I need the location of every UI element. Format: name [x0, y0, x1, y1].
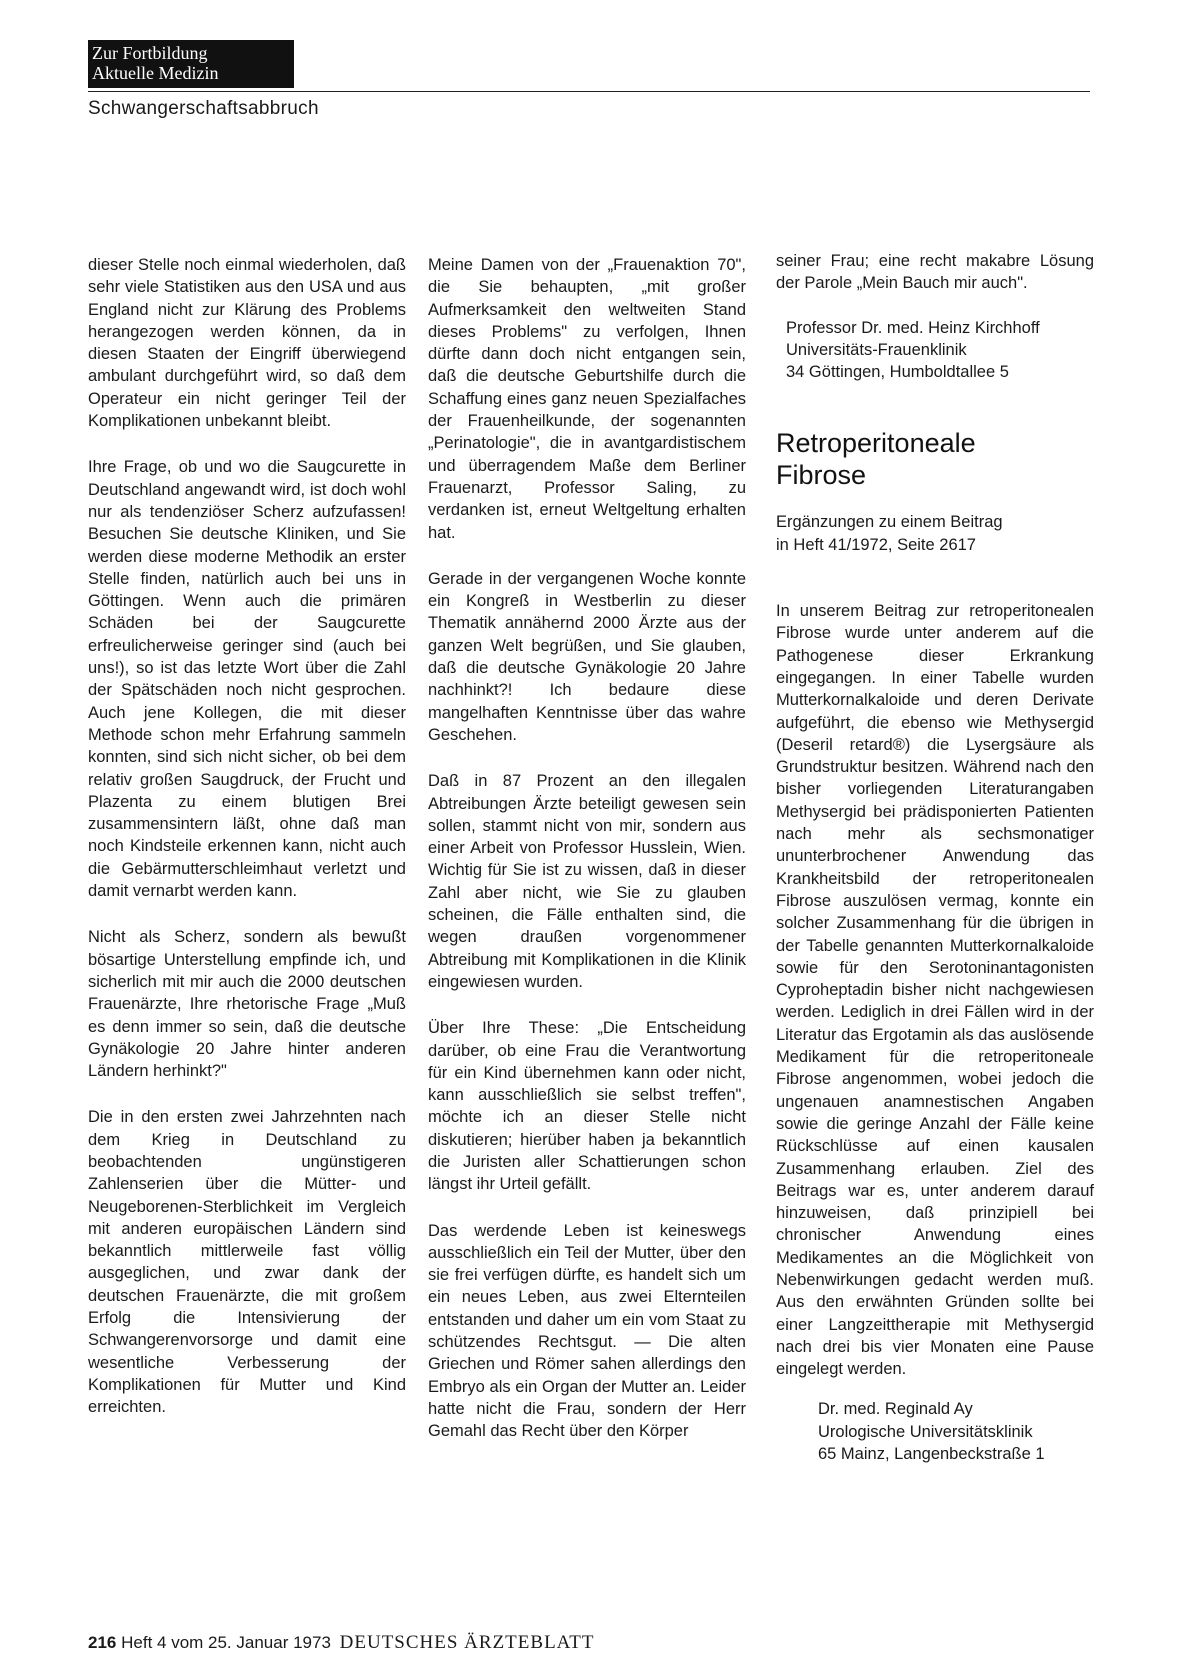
author-signature-kirchhoff [776, 317, 1094, 384]
paragraph: Ihre Frage, ob und wo die Saugcurette in Deutschland angewandt wird, ist doch wohl nur als tendenziöser Scherz aufzufassen! Besuchen Sie deutsche Kliniken, und Sie werden diese moderne Methodik an erster Stelle finden, natürlich auch bei uns in Göttingen. Wenn auch die primären Schäden bei der Saugcurette erfreulicherweise geringer sind (auch bei uns!), so ist das letzte Wort über die Zahl der Spätschäden noch nicht gesprochen. Auch jene Kollegen, die mit dieser Methode schon mehr Erfahrung sammeln konnten, sind sich nicht sicher, ob bei dem relativ großen Saugdruck, der Frucht und Plazenta zu einem blutigen Brei zusammensintern läßt, ohne daß man noch Kindsteile erkennen kann, nicht auch die Gebärmutterschleimhaut verletzt und damit vernarbt werden kann. [88, 458, 406, 901]
author-address: 34 Göttingen, Humboldtallee 5 [786, 363, 1009, 382]
author-institution: Universitäts-Frauenklinik [786, 340, 967, 359]
article-subtitle [776, 511, 1094, 556]
issue-info: Heft 4 vom 25. Januar 1973 [121, 1633, 331, 1652]
column-2 [428, 254, 746, 1467]
paragraph: Meine Damen von der „Frauenaktion 70", die Sie behaupten, „mit großer Aufmerksamkeit den weltweiten Stand dieses Problems" zu verfolgen, Ihnen dürfte dann doch nicht entgangen sein, daß die deutsche Geburtshilfe durch die Schaffung eines ganz neuen Spezialfaches der Frauenheilkunde, der sogenannten „Perinatologie", die in avantgardistischem und überragendem Maße dem Berliner Frauenarzt, Professor Saling, zu verdanken ist, erneut Weltgeltung erhalten hat. [428, 256, 746, 542]
author-institution: Urologische Universitätsklinik [818, 1422, 1033, 1441]
paragraph: seiner Frau; eine recht makabre Lösung der Parole „Mein Bauch mir auch". [776, 252, 1094, 293]
section-topic: Schwangerschaftsabbruch [88, 98, 319, 119]
page-footer [88, 1632, 595, 1654]
page-number: 216 [88, 1633, 117, 1652]
article-subtitle-line-1: Ergänzungen zu einem Beitrag [776, 513, 1003, 532]
journal-name: DEUTSCHES ÄRZTEBLATT [339, 1632, 595, 1653]
author-name: Dr. med. Reginald Ay [818, 1400, 973, 1419]
badge-line-1: Zur Fortbildung [92, 43, 208, 63]
badge-line-2: Aktuelle Medizin [92, 63, 219, 83]
column-1 [88, 254, 406, 1443]
paragraph: dieser Stelle noch einmal wiederholen, daß sehr viele Statistiken aus den USA und aus England nicht zur Klärung des Problems herangezogen werden können, da in diesen Staaten der Eingriff überwiegend ambulant durchgeführt wird, so daß dem Operateur ein nicht geringer Teil der Komplikationen unbekannt bleibt. [88, 256, 406, 431]
article-subtitle-line-2: in Heft 41/1972, Seite 2617 [776, 535, 976, 554]
author-address: 65 Mainz, Langenbeckstraße 1 [818, 1445, 1045, 1464]
article-title-line-1: Retroperitoneale [776, 428, 976, 459]
article-title-line-2: Fibrose [776, 460, 867, 491]
article-title [776, 427, 1094, 491]
author-signature-ay [776, 1398, 1094, 1465]
column-3 [776, 250, 1094, 1489]
paragraph: Die in den ersten zwei Jahrzehnten nach dem Krieg in Deutschland zu beobachtenden ungünstigeren Zahlenserien über die Mütter- und Neugeborenen-Sterblichkeit im Vergleich mit anderen europäischen Ländern sind bekanntlich mittlerweile fast völlig ausgeglichen, und zwar dank der deutschen Frauenärzte, die mit großem Erfolg die Intensivierung der Schwangerenvorsorge und damit eine wesentliche Verbesserung der Komplikationen für Mutter und Kind erreichten. [88, 1108, 406, 1417]
section-badge [88, 40, 294, 88]
paragraph: Über Ihre These: „Die Entscheidung darüber, ob eine Frau die Verantwortung für ein Kind übernehmen kann oder nicht, kann ausschließlich sie selbst treffen", möchte ich an dieser Stelle nicht diskutieren; hierüber haben ja bekanntlich die Juristen aller Schattierungen schon längst ihr Urteil gefällt. [428, 1019, 746, 1194]
header-divider [88, 91, 1090, 92]
paragraph: Nicht als Scherz, sondern als bewußt bösartige Unterstellung empfinde ich, und sicherlich mit mir auch die 2000 deutschen Frauenärzte, Ihre rhetorische Frage „Muß es denn immer so sein, daß die deutsche Gynäkologie 20 Jahre hinter anderen Ländern herhinkt?" [88, 928, 406, 1081]
author-name: Professor Dr. med. Heinz Kirchhoff [786, 318, 1040, 337]
paragraph: Daß in 87 Prozent an den illegalen Abtreibungen Ärzte beteiligt gewesen sein sollen, stammt nicht von mir, sondern aus einer Arbeit von Professor Husslein, Wien. Wichtig für Sie ist zu wissen, daß in dieser Zahl aber nicht, wie Sie zu glauben scheinen, die Fälle enthalten sind, die wegen draußen vorgenommener Abtreibung mit Komplikationen in die Klinik eingewiesen wurden. [428, 772, 746, 991]
paragraph: Gerade in der vergangenen Woche konnte ein Kongreß in Westberlin zu dieser Thematik annähernd 2000 Ärzte aus der ganzen Welt begrüßen, und Sie glauben, daß die deutsche Gynäkologie 20 Jahre nachhinkt?! Ich bedaure diese mangelhaften Kenntnisse über das wahre Geschehen. [428, 569, 746, 744]
article-body: In unserem Beitrag zur retroperitonealen Fibrose wurde unter anderem auf die Pathogenese dieser Erkrankung eingegangen. In einer Tabelle wurden Mutterkornalkaloide und deren Derivate aufgeführt, die ebenso wie Methysergid (Deseril retard®) die Lysergsäure als Grundstruktur besitzen. Während nach den bisher vorliegenden Literaturangaben Methysergid bei prädisponierten Patienten nach mehr als sechsmonatiger ununterbrochener Anwendung das Krankheitsbild der retroperitonealen Fibrose auszulösen vermag, konnte ein solcher Zusammenhang für die übrigen in der Tabelle genannten Mutterkornalkaloide sowie für den Serotoninantagonisten Cyproheptadin bisher nicht nachgewiesen werden. Lediglich in drei Fällen wird in der Literatur das Ergotamin als das auslösende Medikament für die retroperitoneale Fibrose angenommen, wobei jedoch die ungenauen anamnestischen Angaben sowie die geringe Anzahl der Fälle keine Rückschlüsse auf einen kausalen Zusammenhang erlauben. Ziel des Beitrags war es, unter anderem darauf hinzuweisen, daß prinzipiell bei chronischer Anwendung eines Medikamentes an die Möglichkeit von Nebenwirkungen gedacht werden muß. Aus den erwähnten Gründen sollte bei einer Langzeittherapie mit Methysergid nach drei bis vier Monaten eine Pause eingelegt werden. [776, 602, 1094, 1379]
paragraph: Das werdende Leben ist keineswegs ausschließlich ein Teil der Mutter, über den sie frei verfügen dürfte, es handelt sich um ein neues Leben, aus zwei Elternteilen entstanden und daher um ein vom Staat zu schützendes Rechtsgut. — Die alten Griechen und Römer sahen allerdings den Embryo als ein Organ der Mutter an. Leider hatte nicht die Frau, sondern der Herr Gemahl das Recht über den Körper [428, 1221, 746, 1441]
